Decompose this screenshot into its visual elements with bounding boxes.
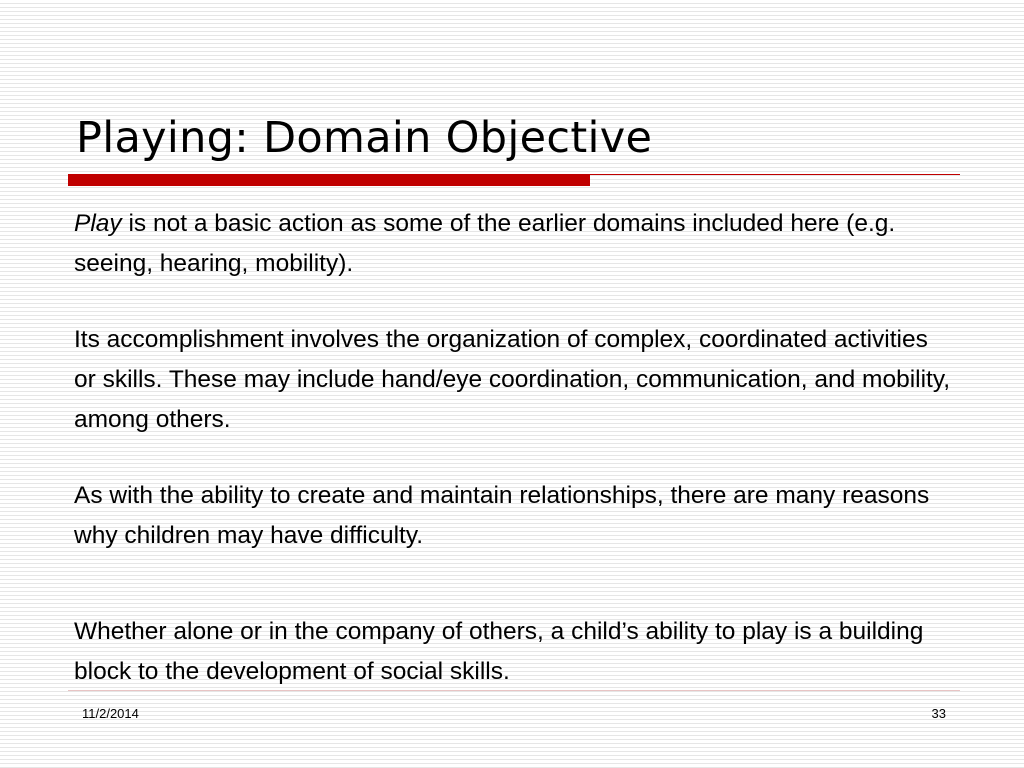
- title-underline: [68, 174, 960, 186]
- body-paragraph-1: [74, 204, 954, 284]
- footer-divider: [68, 690, 960, 691]
- slide-body: [74, 204, 954, 692]
- body-paragraph-2: Its accomplishment involves the organization of complex, coordinated activities or skills. These may include hand/eye coordination, communication, and mobility, among others.: [74, 326, 951, 433]
- italic-term-play: Play: [74, 210, 122, 237]
- slide-title: Playing: Domain Objective: [76, 113, 653, 163]
- title-underline-thick: [68, 175, 590, 186]
- body-paragraph-4: Whether alone or in the company of others, a child’s ability to play is a building block to the development of social skills.: [74, 618, 924, 685]
- body-paragraph-3: As with the ability to create and maintain relationships, there are many reasons why children may have difficulty.: [74, 482, 930, 549]
- body-paragraph-1-text: is not a basic action as some of the earlier domains included here (e.g. seeing, hearing, mobility).: [74, 210, 896, 277]
- footer-date: 11/2/2014: [82, 706, 139, 721]
- slide-number: 33: [931, 706, 946, 721]
